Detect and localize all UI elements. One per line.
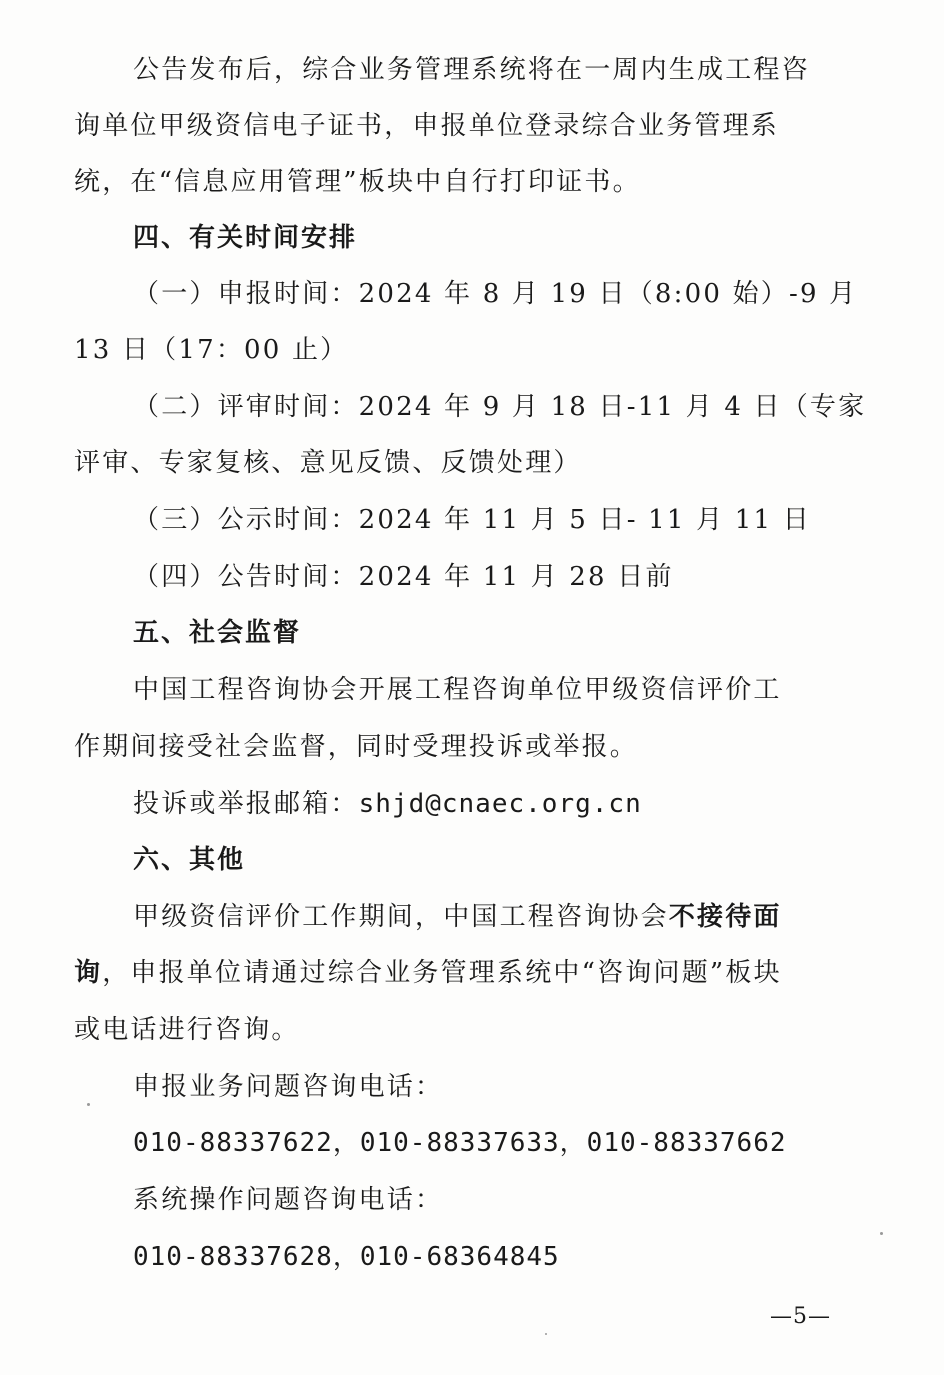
scan-speck (545, 1333, 547, 1335)
emphasis-text: 不接待面 (668, 902, 782, 932)
paragraph-text: ，申报单位请通过综合业务管理系统中“咨询问题”板块 (102, 958, 782, 988)
schedule-item-line: （二）评审时间：2024 年 9 月 18 日-11 月 4 日（专家 (133, 392, 867, 422)
schedule-item-line: （一）申报时间：2024 年 8 月 19 日（8:00 始）-9 月 (133, 279, 858, 309)
email-address: shjd@cnaec.org.cn (358, 789, 642, 819)
schedule-item-line: （四）公告时间：2024 年 11 月 28 日前 (133, 562, 674, 592)
phone-label: 系统操作问题咨询电话： (133, 1185, 444, 1215)
schedule-item-line: （三）公示时间：2024 年 11 月 5 日- 11 月 11 日 (133, 505, 811, 535)
paragraph-line: 或电话进行咨询。 (74, 1015, 300, 1045)
email-line (133, 784, 642, 824)
phone-numbers: 010-88337628，010-68364845 (133, 1242, 560, 1272)
section-heading: 五、社会监督 (133, 618, 302, 648)
paragraph-line: 作期间接受社会监督，同时受理投诉或举报。 (74, 732, 639, 762)
section-heading: 四、有关时间安排 (133, 223, 358, 253)
email-label: 投诉或举报邮箱： (133, 789, 359, 819)
scan-speck (87, 1103, 90, 1106)
schedule-item-line: 评审、专家复核、意见反馈、反馈处理） (74, 448, 582, 478)
paragraph-line (133, 897, 782, 937)
phone-numbers: 010-88337622，010-88337633，010-88337662 (133, 1128, 787, 1158)
emphasis-text: 询 (74, 958, 103, 988)
schedule-item-line: 13 日（17：00 止） (74, 335, 349, 365)
page-number: —5— (770, 1304, 831, 1329)
section-heading: 六、其他 (133, 845, 246, 875)
paragraph-line: 询单位甲级资信电子证书，申报单位登录综合业务管理系 (74, 111, 780, 141)
phone-label: 申报业务问题咨询电话： (133, 1072, 444, 1102)
paragraph-line (74, 953, 782, 993)
paragraph-line: 统，在“信息应用管理”板块中自行打印证书。 (74, 167, 641, 197)
paragraph-line: 公告发布后，综合业务管理系统将在一周内生成工程咨 (133, 55, 810, 85)
paragraph-line: 中国工程咨询协会开展工程咨询单位甲级资信评价工 (133, 675, 782, 705)
scan-speck (880, 1232, 883, 1235)
paragraph-text: 甲级资信评价工作期间，中国工程咨询协会 (133, 902, 669, 932)
